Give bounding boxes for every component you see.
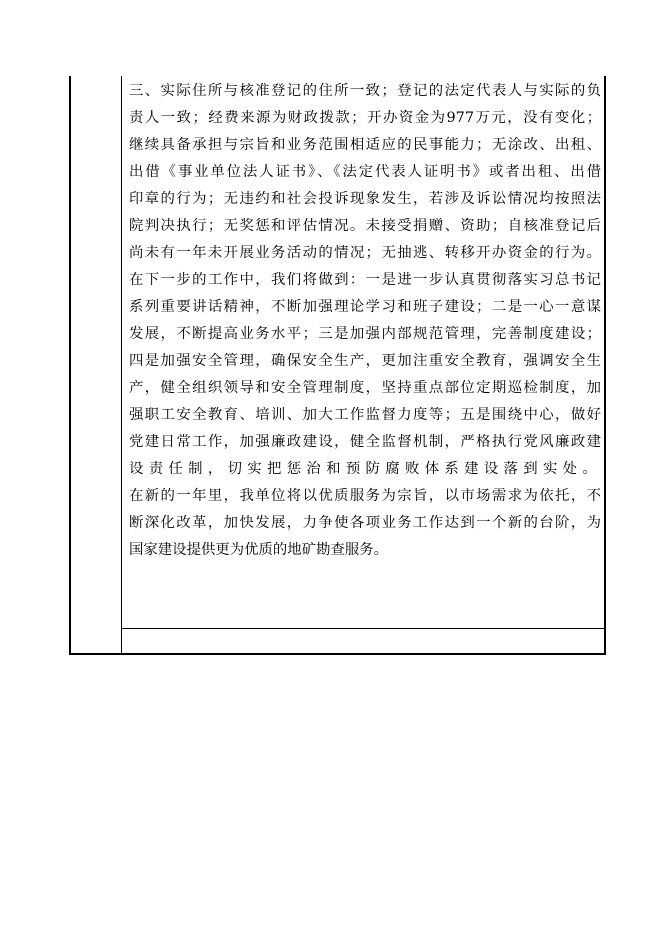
report-form-table bbox=[69, 76, 606, 655]
text-line-4: 出借《事业单位法人证书》、《法定代表人证明书》或者出租、出借 bbox=[129, 164, 601, 180]
text-line-9: 系列重要讲话精神，不断加强理论学习和班子建设；二是一心一意谋 bbox=[129, 299, 601, 315]
text-line-15: 设责任制，切实把惩治和预防腐败体系建设落到实处。 bbox=[129, 461, 601, 477]
cell-bottom-rule bbox=[122, 628, 604, 629]
column-divider bbox=[121, 76, 122, 653]
text-line-1: 三、实际住所与核准登记的住所一致；登记的法定代表人与实际的负 bbox=[129, 83, 601, 99]
text-line-6: 院判决执行；无奖惩和评估情况。未接受捐赠、资助；自核准登记后 bbox=[129, 218, 601, 234]
text-line-12: 产，健全组织领导和安全管理制度，坚持重点部位定期巡检制度，加 bbox=[129, 380, 601, 396]
text-line-2: 责人一致；经费来源为财政拨款；开办资金为977万元，没有变化； bbox=[129, 110, 601, 126]
text-line-18: 国家建设提供更为优质的地矿勘查服务。 bbox=[129, 542, 389, 558]
text-line-17: 断深化改革，加快发展，力争使各项业务工作达到一个新的台阶，为 bbox=[129, 515, 601, 531]
text-line-11: 四是加强安全管理，确保安全生产，更加注重安全教育，强调安全生 bbox=[129, 353, 601, 369]
text-line-7: 尚未有一年未开展业务活动的情况；无抽逃、转移开办资金的行为。 bbox=[129, 245, 601, 261]
text-line-8: 在下一步的工作中，我们将做到：一是进一步认真贯彻落实习总书记 bbox=[129, 272, 601, 288]
text-line-10: 发展，不断提高业务水平；三是加强内部规范管理，完善制度建设； bbox=[129, 326, 601, 342]
text-line-3: 继续具备承担与宗旨和业务范围相适应的民事能力；无涂改、出租、 bbox=[129, 137, 601, 153]
text-line-5: 印章的行为；无违约和社会投诉现象发生，若涉及诉讼情况均按照法 bbox=[129, 191, 601, 207]
text-line-13: 强职工安全教育、培训、加大工作监督力度等；五是围绕中心，做好 bbox=[129, 407, 601, 423]
report-content-cell bbox=[129, 78, 601, 564]
text-line-14: 党建日常工作，加强廉政建设，健全监督机制，严格执行党风廉政建 bbox=[129, 434, 601, 450]
text-line-16: 在新的一年里，我单位将以优质服务为宗旨，以市场需求为依托，不 bbox=[129, 488, 601, 504]
